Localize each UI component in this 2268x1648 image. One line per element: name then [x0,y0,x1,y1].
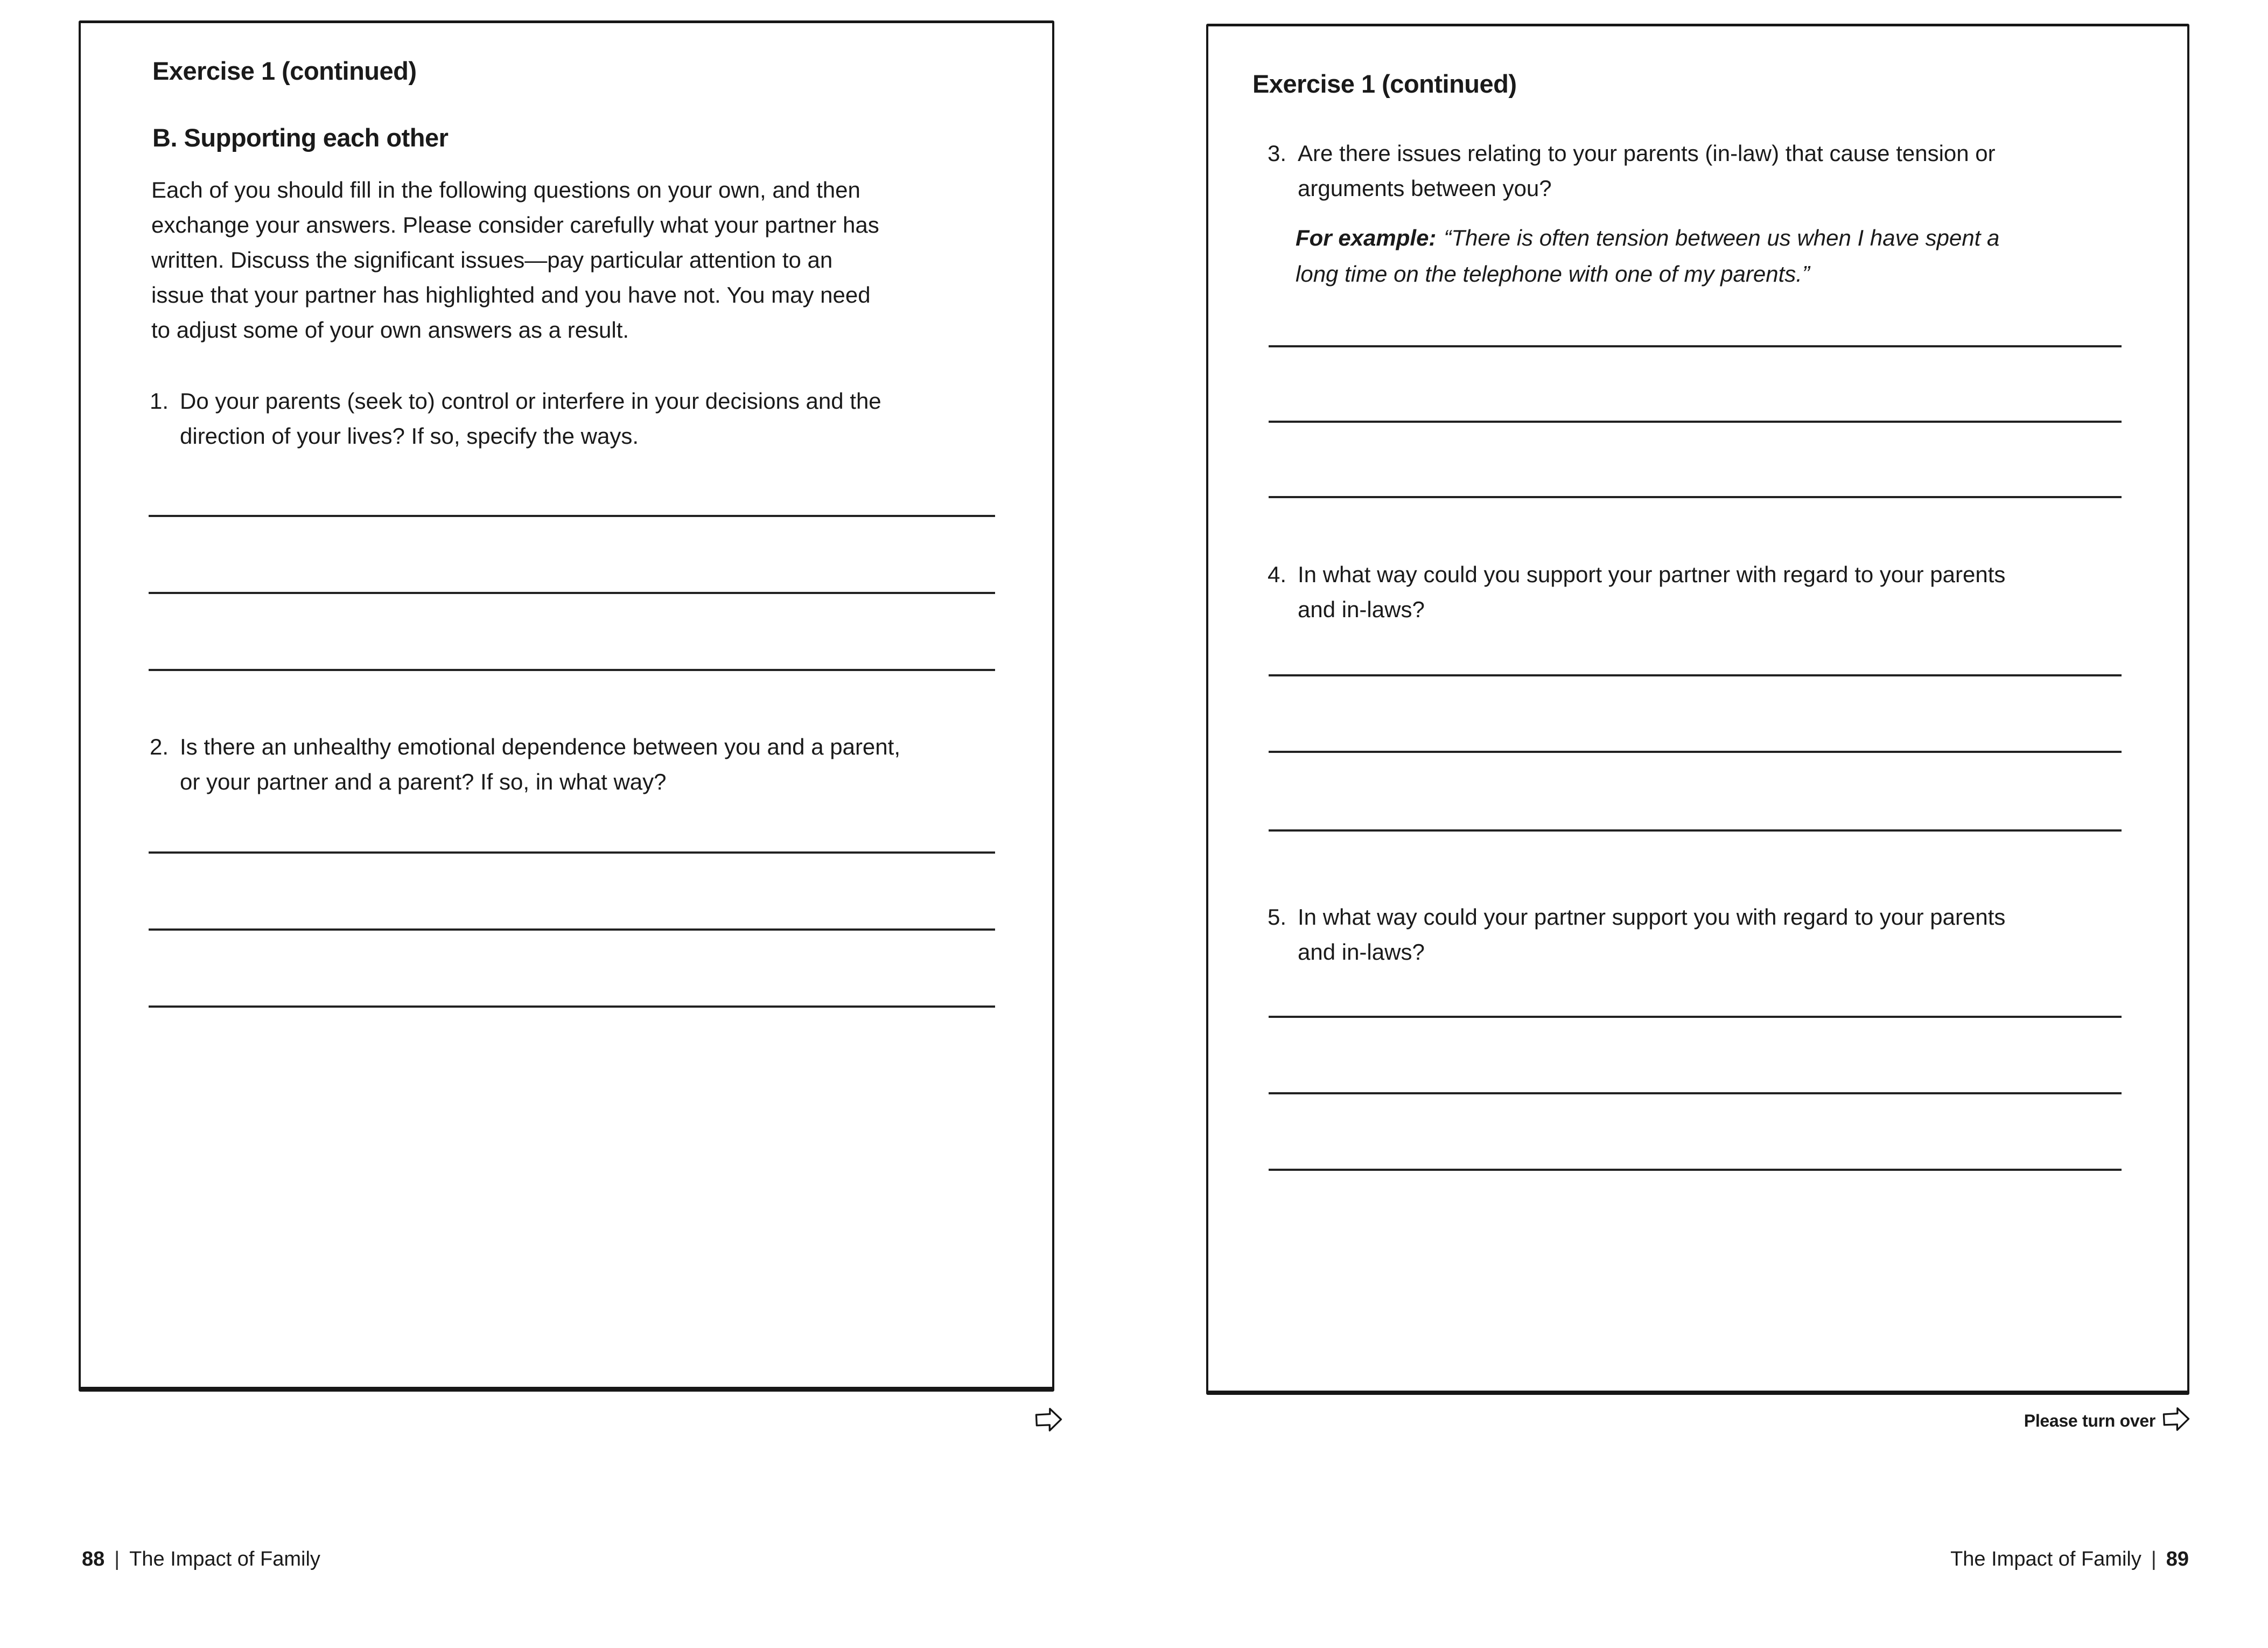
question-line: and in-laws? [1298,939,1425,965]
example-quote: “There is often tension between us when I have spent a [1444,225,2000,250]
question-line: Are there issues relating to your parents (in-law) that cause tension or [1298,141,1996,166]
left-footer [82,1548,320,1571]
answer-line [1269,751,2122,753]
book-title: The Impact of Family [129,1548,320,1570]
question-line: In what way could your partner support you with regard to your parents [1298,904,2006,930]
question-number: 3. [1268,141,1287,166]
intro-line: to adjust some of your own answers as a result. [151,317,629,343]
turn-over-label: Please turn over [2024,1411,2155,1430]
footer-separator: | [2151,1548,2157,1570]
answer-line [149,851,995,854]
intro-line: written. Discuss the significant issues—pay particular attention to an [151,247,833,273]
book-title: The Impact of Family [1950,1548,2141,1570]
question-text [1298,899,2005,969]
answer-line [149,592,995,594]
question-line: In what way could you support your partner with regard to your parents [1298,562,2006,587]
turn-over-arrow-icon [1034,1407,1063,1432]
intro-line: Each of you should fill in the following questions on your own, and then [151,177,860,202]
footer-separator: | [114,1548,120,1570]
question-4 [1268,557,2005,627]
question-line: or your partner and a parent? If so, in what way? [180,769,667,794]
question-number: 1. [150,388,169,414]
question-1 [150,383,881,453]
question-text [180,383,881,453]
question-5 [1268,899,2005,969]
question-text [1298,136,1996,206]
example-line [1296,220,1999,256]
question-2 [150,729,900,799]
question-line: arguments between you? [1298,176,1552,201]
answer-line [149,669,995,671]
example-text [1296,220,1999,292]
answer-line [1269,1092,2122,1094]
example-label: For example: [1296,225,1437,250]
answer-line [1269,345,2122,347]
example-line: long time on the telephone with one of my parents.” [1296,261,1810,287]
right-page-title: Exercise 1 (continued) [1252,69,1517,98]
question-line: direction of your lives? If so, specify the ways. [180,423,639,449]
intro-line: issue that your partner has highlighted and you have not. You may need [151,282,871,308]
question-number: 2. [150,734,169,759]
section-heading: B. Supporting each other [152,123,449,152]
question-line: and in-laws? [1298,597,1425,622]
page-number: 88 [82,1548,105,1570]
question-line: Is there an unhealthy emotional dependence between you and a parent, [180,734,900,759]
intro-paragraph [151,172,879,347]
answer-line [149,928,995,931]
answer-line [1269,1016,2122,1018]
question-number: 4. [1268,562,1287,587]
question-text [1298,557,2005,627]
question-number: 5. [1268,904,1287,930]
page-number: 89 [2166,1548,2189,1570]
answer-line [1269,674,2122,676]
answer-line [149,1005,995,1008]
intro-line: exchange your answers. Please consider carefully what your partner has [151,212,879,238]
answer-line [1269,421,2122,423]
answer-line [1269,829,2122,832]
question-3 [1268,136,1996,206]
question-text [180,729,900,799]
question-line: Do your parents (seek to) control or interfere in your decisions and the [180,388,881,414]
answer-line [149,515,995,517]
right-footer [1950,1548,2189,1571]
answer-line [1269,496,2122,498]
answer-line [1269,1169,2122,1171]
left-page-title: Exercise 1 (continued) [152,57,417,85]
turn-over-arrow-icon [2161,1406,2190,1431]
